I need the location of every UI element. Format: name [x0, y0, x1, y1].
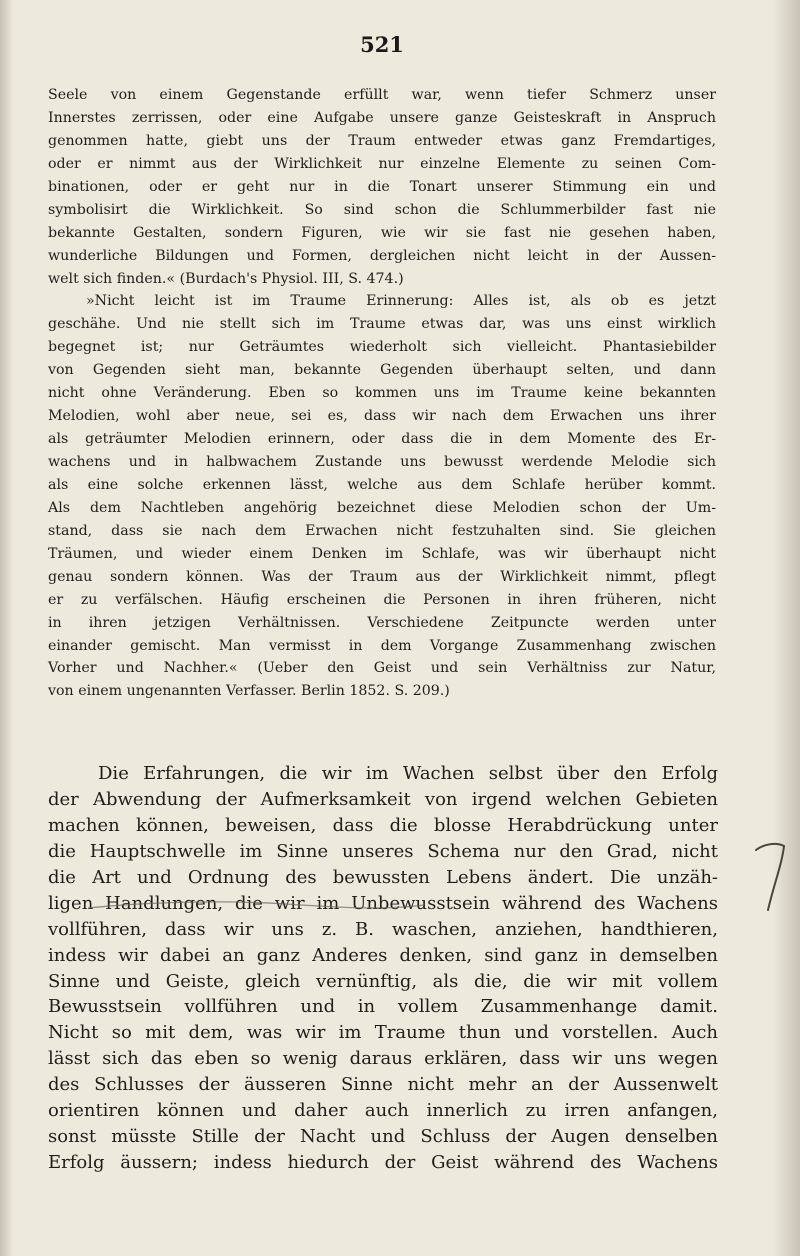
page-number: 521 [360, 32, 404, 57]
body-line: vollführen, dass wir uns z. B. waschen, anziehen, handthieren, [48, 918, 718, 940]
quote-line: »Nicht leicht ist im Traume Erinnerung: Alles ist, als ob es jetzt [86, 293, 716, 310]
quote-line: in ihren jetzigen Verhältnissen. Verschiedene Zeitpuncte werden unter [48, 614, 716, 631]
body-line: Erfolg äussern; indess hiedurch der Geist während des Wachens [48, 1152, 718, 1174]
quote-line: wachens und in halbwachem Zustande uns bewusst werdende Melodie sich [48, 454, 716, 470]
quote-line: binationen, oder er geht nur in die Tonart unserer Stimmung ein und [48, 178, 716, 195]
body-line: die Hauptschwelle im Sinne unseres Schema nur den Grad, nicht [48, 840, 718, 862]
body-line: orientiren können und daher auch innerlich zu irren anfangen, [48, 1100, 718, 1122]
body-line: Sinne und Geiste, gleich vernünftig, als die, die wir mit vollem [48, 970, 718, 992]
pencil-underline-mark [86, 896, 426, 916]
body-line: der Abwendung der Aufmerksamkeit von irgend welchen Gebieten [48, 788, 718, 810]
page-edge-shadow [772, 0, 800, 1256]
body-line: ligen Handlungen, die wir im Unbewusstsein während des Wachens [48, 892, 718, 914]
quote-line: welt sich finden.« (Burdach's Physiol. III, S. 474.) [48, 270, 404, 287]
quote-line: von Gegenden sieht man, bekannte Gegenden überhaupt selten, und dann [48, 362, 716, 379]
quote-line: oder er nimmt aus der Wirklichkeit nur einzelne Elemente zu seinen Com- [48, 155, 716, 172]
body-line: des Schlusses der äusseren Sinne nicht mehr an der Aussenwelt [48, 1074, 718, 1096]
body-line: indess wir dabei an ganz Anderes denken, sind ganz in demselben [48, 944, 718, 966]
quote-line: wunderliche Bildungen und Formen, dergleichen nicht leicht in der Aussen- [48, 247, 716, 264]
page-gutter-shadow [0, 0, 14, 1256]
quote-line: als eine solche erkennen lässt, welche aus dem Schlafe herüber kommt. [48, 476, 716, 493]
body-line: Die Erfahrungen, die wir im Wachen selbst über den Erfolg [98, 763, 718, 784]
quote-line: nicht ohne Veränderung. Eben so kommen uns im Traume keine bekannten [48, 385, 716, 402]
body-paragraph [48, 761, 718, 1176]
quote-line: Vorher und Nachher.« (Ueber den Geist und sein Verhältniss zur Natur, [48, 660, 716, 677]
quote-line: geschähe. Und nie stellt sich im Traume etwas dar, was uns einst wirklich [48, 316, 716, 333]
quote-line: stand, dass sie nach dem Erwachen nicht festzuhalten sind. Sie gleichen [48, 522, 716, 539]
quote-line: Als dem Nachtleben angehörig bezeichnet diese Melodien schon der Um- [48, 499, 716, 516]
quote-line: symbolisirt die Wirklichkeit. So sind schon die Schlummerbilder fast nie [48, 201, 716, 218]
body-line: Bewusstsein vollführen und in vollem Zusammenhange damit. [48, 996, 718, 1018]
quote-line: genommen hatte, giebt uns der Traum entweder etwas ganz Fremdartiges, [48, 132, 716, 149]
quote-line: Melodien, wohl aber neue, sei es, dass wir nach dem Erwachen uns ihrer [48, 408, 716, 425]
quote-line: als geträumter Melodien erinnern, oder dass die in dem Momente des Er- [48, 431, 716, 448]
pencil-margin-mark [752, 836, 792, 916]
quote-line: Träumen, und wieder einem Denken im Schlafe, was wir überhaupt nicht [48, 545, 716, 562]
quotation-block [48, 84, 716, 703]
quote-line: er zu verfälschen. Häufig erscheinen die Personen in ihren früheren, nicht [48, 591, 716, 608]
quote-line: bekannte Gestalten, sondern Figuren, wie wir sie fast nie gesehen haben, [48, 224, 716, 241]
quote-line: Innerstes zerrissen, oder eine Aufgabe unsere ganze Geisteskraft in Anspruch [48, 109, 716, 126]
quote-line: begegnet ist; nur Geträumtes wiederholt sich vielleicht. Phantasiebilder [48, 339, 716, 356]
quote-line: genau sondern können. Was der Traum aus der Wirklichkeit nimmt, pflegt [48, 568, 716, 585]
body-line: die Art und Ordnung des bewussten Lebens ändert. Die unzäh- [48, 866, 718, 888]
quote-line: einander gemischt. Man vermisst in dem Vorgange Zusammenhang zwischen [48, 637, 716, 654]
quote-line: von einem ungenannten Verfasser. Berlin 1852. S. 209.) [48, 683, 450, 700]
body-line: lässt sich das eben so wenig daraus erklären, dass wir uns wegen [48, 1048, 718, 1070]
body-line: machen können, beweisen, dass die blosse Herabdrückung unter [48, 814, 718, 836]
quote-line: Seele von einem Gegenstande erfüllt war, wenn tiefer Schmerz unser [48, 87, 716, 103]
body-line: Nicht so mit dem, was wir im Traume thun und vorstellen. Auch [48, 1022, 718, 1044]
body-line: sonst müsste Stille der Nacht und Schluss der Augen denselben [48, 1126, 718, 1148]
